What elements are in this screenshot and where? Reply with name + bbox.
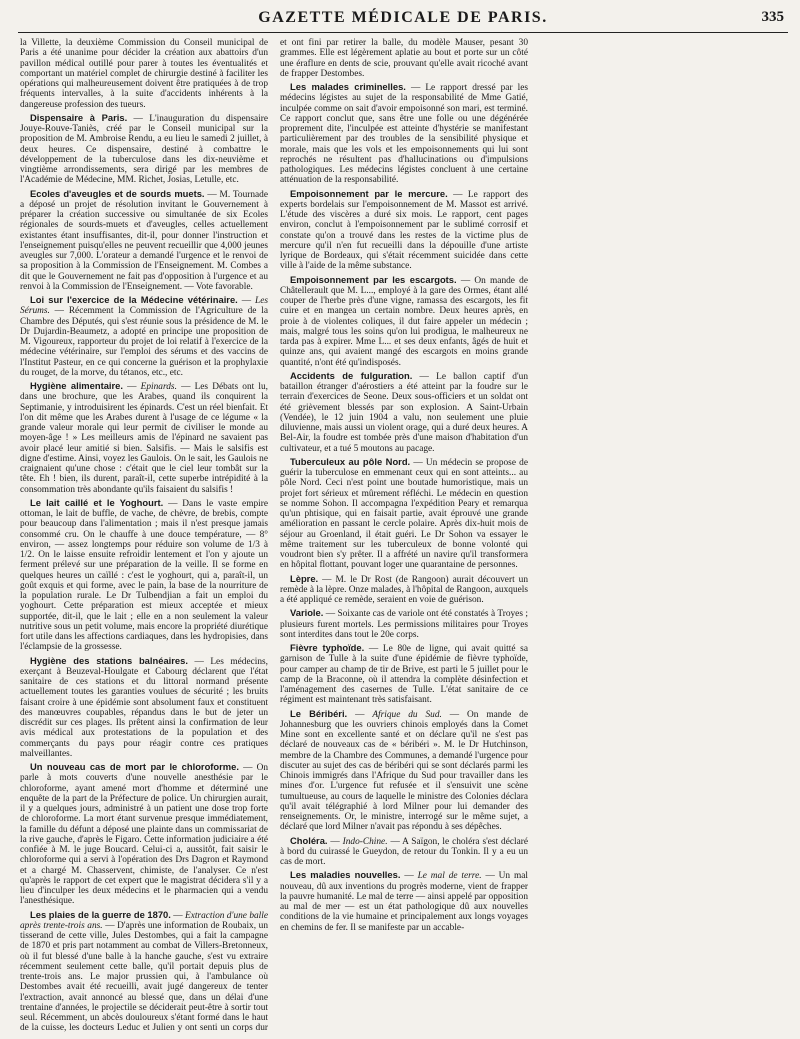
- article-fievre-typhoide: [280, 643, 528, 706]
- article-variole: [280, 608, 528, 640]
- article-heading: Les plaies de la guerre de 1870.: [30, 908, 171, 920]
- article-beriberi: Le Béribéri. — Afrique du Sud. — On mande de Johannesburg que les ouvriers chinois employés dans la Comet Mine sont en excellente santé et on déclare qu'il ne s'est pas déclaré de nouveaux cas de « béribéri ». M. le Dr Hutchinson, membre de la Chambre des Communes, a demandé l'urgence pour discuter au sujet des cas de béribéri qui se sont déclarés parmi les Chinois immigrés dans l'Afrique du Sud pour travailler dans les mines d'or. L'urgence fut refusée et il s'ensuivit une scène tumultueuse, au cours de laquelle le ministre des Colonies déclara qu'il avait télégraphié à lord Milner pour lui demander des renseignements. Or, le ministre, interrogé sur le même sujet, a déclaré que lord Milner n'avait pas répondu à ses dépêches.: [280, 707, 528, 833]
- article-lepre: [280, 574, 528, 606]
- article-body: — Le rapport des experts bordelais sur l'empoisonnement de M. Massot est arrivé. L'étude des viscères a duré six mois. Le rapport, cent pages environ, conclut à l'empoisonnement par le sublimé corrosif et constate qu'on a trouvé dans les restes de la victime plus de mercure qu'il n'en fut recueilli dans la dépouille d'une artiste lyrique de Bordeaux, qui s'était récemment suicidée dans cette ville à l'aide de la même substance.: [280, 189, 528, 272]
- article-plaies-1870: Les plaies de la guerre de 1870. — Extraction d'une balle après trente-trois ans. — D'après une information de Roubaix, un tisserand de cette ville, Jules Destombes, qui a fait la campagne de 1870 et pris part notamment au combat de Villers-Bretonneux, où il fut blessé d'une balle à la hanche gauche, s'est vu extraire récemment seulement cette balle, qu'il portait depuis plus de trente-trois ans. Le major prussien qui, à l'ambulance où Destombes avait été recueilli, avait jugé dangereux de tenter l'extraction, avait annoncé au blessé que, dans un délai d'une trentaine d'années, le projectile se déciderait peut-être à sortir tout seul. Récemment, un abcès douloureux s'étant formé dans le haut de la cuisse, les docteurs Leduc et Julien y ont senti un corps dur et ont fini par retirer la balle, du modèle Mauser, pesant 30 grammes. Elle est légèrement aplatie au bout et porte sur un côté une éraflure en dents de scie, prouvant qu'elle avait ricoché avant de frapper Destombes.: [20, 38, 528, 1034]
- article-heading: Dispensaire à Paris.: [30, 111, 128, 123]
- article-heading: Ecoles d'aveugles et de sourds muets.: [30, 187, 205, 199]
- article-subtitle: Les Sérums.: [20, 296, 268, 317]
- article-empoisonnement-mercure: [280, 189, 528, 272]
- article-subtitle: Le mal de terre.: [417, 871, 482, 882]
- article-body: — M. Tournade a déposé un projet de résolution invitant le Gouvernement à préparer la création successive ou simultanée de six Ecoles régionales de sourds-muets et d'aveugles, celles actuellement existantes étant insuffisantes, dit-il, pour donner l'instruction et l'enseignement puisqu'elles ne peuvent recueillir que 4,000 jeunes aveugles sur 7,000. L'orateur a demandé l'urgence et le renvoi de sa proposition à la Commission de l'Enseignement. M. Combes a dit que le Gouvernement ne fait pas d'opposition à l'urgence et au renvoi à la Commission de l'Enseignement. — Vote favorable.: [20, 189, 268, 292]
- article-subtitle: Epinards.: [140, 382, 177, 392]
- article-dispensaire: [20, 113, 268, 186]
- article-heading: Hygiène alimentaire.: [30, 380, 123, 391]
- article-body: — Le rapport dressé par les médecins légistes au sujet de la responsabilité de Mme Gatié, inculpée comme on sait d'avoir empoisonné son mari, est terminé. Ce rapport conclut que, sans être une folle ou une dégénérée proprement dite, l'inculpée est atteinte d'hystérie se manifestant particulièrement par des troubles de la sensibilité physique et morale, mais que les vols et les empoisonnements qui lui sont reprochés ne résultent pas d'hallucinations ou d'impulsions pathologiques. Les médecins légistes concluent à une certaine atténuation de la responsabilité.: [280, 83, 528, 186]
- article-heading: Les maladies nouvelles.: [290, 869, 401, 881]
- article-cholera: Choléra. — Indo-Chine. — A Saïgon, le choléra s'est déclaré à bord du cuirassé le Gueydon, de retour du Tonkin. Il y a eu un cas de mort.: [280, 834, 528, 867]
- article-body: — Dans le vaste empire ottoman, le lait de buffle, de vache, de chèvre, de brebis, compte pour beaucoup dans l'alimentation ; mais il n'est presque jamais consommé cru. On le chauffe à une douce température, — 8° environ, — assez longtemps pour réduire son volume de 1/3 à 1/2. On le laisse ensuite refroidir lentement et l'on y ajoute un ferment prélevé sur une préparation de la veille. Il se forme en quelques heures un caïllé : c'est le yoghourt, qui a, paraît-il, un goût exquis et qui forme, avec le pain, la base de la nourriture de la population rurale. Le Dr Tulbendjian a fait un emploi du yoghourt. Cette préparation est mieux acceptée et mieux supportée, dit-il, que le lait ; elle en a non seulement la valeur nutritive sous un petit volume, mais encore la propriété diurétique fort utile dans les affections cardiaques, dans les hydropisies, dans l'éclampsie de la grossesse.: [20, 498, 268, 653]
- article-hygiene-alimentaire: Hygiène alimentaire. — Epinards. — Les Débats ont lu, dans une brochure, que les Arabes, quand ils conquirent la Septimanie, y introduisirent les épinards. C'est un réel bienfait. Et l'on dit même que les Arabes durent à l'usage de ce légume « la grande valeur morale qui leur permit de civiliser le monde au moyen-âge ! » Les meilleurs amis de l'épinard ne savaient pas avoir placé leur amitié si bien. Salsifis. — Mais le salsifis est digne d'estime. Ainsi, voyez les Gaulois. On le sait, les Gaulois ne craignaient qu'une chose : c'était que le ciel leur tombât sur la tête. Eh ! bien, ils durent, paraît-il, cette superbe intrépidité à la consommation très abondante qu'ils faisaient du salsifis !: [20, 380, 268, 495]
- article-heading: Accidents de fulguration.: [290, 369, 413, 381]
- article-heading: Les malades criminelles.: [290, 81, 406, 92]
- article-heading: Le Béribéri.: [290, 707, 348, 719]
- article-body: — On mande de Johannesburg que les ouvriers chinois employés dans la Comet Mine sont en excellente santé et on déclare qu'il ne s'est pas déclaré de nouveaux cas de « béribéri ». M. le Dr Hutchinson, membre de la Chambre des Communes, a demandé l'urgence pour discuter au sujet des cas de béribéri qui se sont déclarés parmi les Chinois immigrés dans l'Afrique du Sud pour travailler dans les mines d'or. L'urgence fut refusée et il s'ensuivit une scène tumultueuse, au cours de laquelle le ministre des Colonies déclara qu'il avait télégraphié à lord Milner pour lui demander des renseignements. Or, le ministre, interrogé sur le même sujet, a déclaré que lord Milner n'avait pas répondu à ses dépêches.: [280, 709, 528, 833]
- article-heading: Variole.: [290, 607, 324, 619]
- article-heading: Empoisonnement par le mercure.: [290, 187, 448, 199]
- article-lait-caille: [20, 498, 268, 653]
- article-body: — Les médecins, exerçant à Beuzeval-Houlgate et Cabourg déclarent que l'état sanitaire de ces stations et du littoral normand présente actuellement toutes les garanties voulues de sécurité ; les bruits faisant croire à une épidémie sont absolument faux et constituent des manœuvres coupables, répandus dans le but de jeter un discrédit sur ces plages. Ils prêtent ainsi la confirmation de leur avis médical aux protestations de la population et des commerçants du pays pour réagir contre ces pratiques malveillantes.: [20, 656, 268, 759]
- journal-title: GAZETTE MÉDICALE DE PARIS.: [258, 9, 548, 26]
- article-heading: Lèpre.: [290, 572, 319, 584]
- article-body: — Un médecin se propose de guérir la tuberculose en emmenant ceux qui en sont atteints... au pôle Nord. Ceci n'est point une boutade humoristique, mais un projet fort sérieux et mûrement réfléchi. Le médecin en question se nomme Sohon. Il accompagna l'expédition Peary et remarqua qu'un phtisique, qui en faisait partie, avait éprouvé une grande amélioration en passant le cercle polaire. Après dix-huit mois de séjour au Groenland, il était guéri. Le Dr Sohon va essayer le même traitement sur les tuberculeux de bonne volonté qui voudront bien s'y prêter. Il a affrété un navire qu'il transformera en hôpital flottant, pouvant loger une quarantaine de personnes.: [280, 457, 528, 571]
- article-ecoles: [20, 189, 268, 293]
- article-body: — L'inauguration du dispensaire Jouye-Rouve-Taniès, créé par le Conseil municipal sur la proposition de M. Ambroise Rendu, a eu lieu le samedi 2 juillet, à deux heures. Ce dispensaire, destiné à combattre le développement de la tuberculose dans les dix-neuvième et vingtième arrondissements, sera dirigé par les membres de l'Académie de Médecine, MM. Richet, Josias, Letulle, etc.: [20, 113, 268, 186]
- article-heading: Le lait caillé et le Yoghourt.: [30, 496, 164, 508]
- article-body: — M. le Dr Rost (de Rangoon) aurait découvert un remède à la lèpre. Onze malades, à l'hôpital de Rangoon, auxquels a été appliqué ce remède, seraient en voie de guérison.: [280, 574, 528, 605]
- article-villette: [20, 38, 268, 110]
- article-heading: Tuberculeux au pôle Nord.: [290, 455, 411, 467]
- article-body: — A Saïgon, le choléra s'est déclaré à bord du cuirassé le Gueydon, de retour du Tonkin. Il y a eu un cas de mort.: [280, 836, 528, 867]
- article-tuberculeux-pole: [280, 457, 528, 571]
- article-heading: Fièvre typhoïde.: [290, 642, 365, 653]
- article-body: — Le 80e de ligne, qui avait quitté sa garnison de Tulle à la suite d'une épidémie de fièvre typhoïde, pour camper au champ de tir de Brive, est parti le 5 juillet pour le camp de la Braconne, où il attendra la complète désinfection et l'aménagement des casernes de Tulle. L'état sanitaire de ce régiment est maintenant très satisfaisant.: [280, 644, 528, 706]
- article-body: — Soixante cas de variole ont été constatés à Troyes ; plusieurs furent mortels. Les permissions militaires pour Troyes sont interdites dans tout le 20e corps.: [280, 609, 528, 640]
- article-heading: Empoisonnement par les escargots.: [290, 273, 457, 285]
- article-maladies-nouvelles: Les maladies nouvelles. — Le mal de terre. — Un mal nouveau, dû aux inventions du progrès moderne, vient de frapper la pauvre humanité. Le mal de terre — ainsi appelé par opposition au mal de mer — est un état pathologique dû aux nouvelles conditions de la vie humaine et principalement aux longs voyages en chemins de fer. Il se manifeste par un accable-: [280, 869, 528, 933]
- page-number: 335: [761, 9, 784, 25]
- article-body: — Récemment la Commission de l'Agriculture de la Chambre des Députés, qui s'est réunie sous la présidence de M. le Dr Dujardin-Beaumetz, a adopté en principe une proposition de M. Vigoureux, rapporteur du projet de loi relatif à l'exercice de la médecine vétérinaire, sur l'emploi des sérums et des vaccins de l'Institut Pasteur, en ce qui concerne la guérison et la prophylaxie du rouget, de la morve, du tétanos, etc., etc.: [20, 306, 268, 378]
- article-body: — Un mal nouveau, dû aux inventions du progrès moderne, vient de frapper la pauvre humanité. Le mal de terre — ainsi appelé par opposition au mal de mer — est un état pathologique dû aux nouvelles conditions de la vie humaine et principalement aux longs voyages en chemins de fer. Il se manifeste par un accable-: [280, 871, 528, 933]
- page-header: [18, 6, 788, 33]
- article-body: la Villette, la deuxième Commission du Conseil municipal de Paris a été unanime pour décider la création aux abattoirs d'un pavillon médical outillé pour parer à toutes les éventualités et comportant un matériel complet de chirurgie destiné à faciliter les opérations qui malheureusement doivent être pratiquées à de trop fréquents intervalles, à la suite d'accidents inhérents à la dangereuse profession des tueurs.: [20, 38, 268, 110]
- article-heading: Un nouveau cas de mort par le chloroforme.: [30, 761, 239, 772]
- article-heading: Loi sur l'exercice de la Médecine vétérinaire.: [30, 294, 238, 305]
- article-fulguration: [280, 371, 528, 454]
- article-heading: Hygiène des stations balnéaires.: [30, 654, 188, 666]
- article-subtitle: Indo-Chine.: [342, 836, 388, 847]
- article-heading: Choléra.: [290, 834, 328, 846]
- article-body: — D'après une information de Roubaix, un tisserand de cette ville, Jules Destombes, qui a fait la campagne de 1870 et pris part notamment au combat de Villers-Bretonneux, où il fut blessé d'une balle à la hanche gauche, s'est vu extraire récemment seulement cette balle, qu'il portait depuis plus de trente-trois ans. Le major prussien qui, à l'ambulance où Destombes avait été recueilli, avait jugé dangereux de tenter l'extraction, avait annoncé au blessé que, dans un délai d'une trentaine d'années, le projectile se déciderait peut-être à sortir tout seul. Récemment, un abcès douloureux s'étant formé dans le haut de la cuisse, les docteurs Leduc et Julien y ont senti un corps dur et ont fini par retirer la balle, du modèle Mauser, pesant 30 grammes. Elle est légèrement aplatie au bout et porte sur un côté une éraflure en dents de scie, prouvant qu'elle avait ricoché avant de frapper Destombes.: [20, 38, 528, 1034]
- article-subtitle: Afrique du Sud.: [372, 709, 442, 720]
- article-body: — Le ballon captif d'un bataillon étranger d'aérostiers a été atteint par la foudre sur le terrain d'exercices de Seone. Deux sous-officiers et un soldat ont été grièvement blessés par son explosion. A Saint-Urbain (Vendée), le 12 juin 1904 a valu, non seulement une pluie diluvienne, mais aussi un violent orage, qui a duré deux heures. A Bel-Air, la foudre est tombée près d'une maison d'habitation d'un cultivateur, et a tué 5 moutons au pacage.: [280, 371, 528, 454]
- article-subtitle: Extraction d'une balle après trente-trois ans.: [20, 910, 269, 931]
- article-mort-chloroforme: [20, 762, 268, 907]
- article-veterinaire: Loi sur l'exercice de la Médecine vétérinaire. — Les Sérums. — Récemment la Commission de l'Agriculture de la Chambre des Députés, qui s'est réunie sous la présidence de M. le Dr Dujardin-Beaumetz, a adopté en principe une proposition de M. Vigoureux, rapporteur du projet de loi relatif à l'exercice de la médecine vétérinaire, sur l'emploi des sérums et des vaccins de l'Institut Pasteur, en ce qui concerne la guérison et la prophylaxie du rouget, de la morve, du tétanos, etc., etc.: [20, 294, 268, 378]
- article-hygiene-stations: [20, 656, 268, 760]
- article-malades-criminelles: [280, 82, 528, 186]
- article-body: — Les Débats ont lu, dans une brochure, que les Arabes, quand ils conquirent la Septimanie, y introduisirent les épinards. C'est un réel bienfait. Et l'on dit même que les Arabes durent à l'usage de ce légume « la grande valeur morale qui leur permit de civiliser le monde au moyen-âge ! » Les meilleurs amis de l'épinard ne savaient pas avoir placé leur amitié si bien. Salsifis. — Mais le salsifis est digne d'estime. Ainsi, voyez les Gaulois. On le sait, les Gaulois ne craignaient qu'une chose : c'était que le ciel leur tombât sur la tête. Eh ! bien, ils durent, paraît-il, cette superbe intrépidité à la consommation très abondante qu'ils faisaient du salsifis !: [20, 382, 268, 495]
- article-columns: [20, 38, 788, 1034]
- article-body: — On mande de Châtellerault que M. L..., employé à la gare des Ormes, étant allé couper de l'herbe près d'une vigne, ramassa des escargots, les fit cuire et en mangea un certain nombre. Deux heures après, en proie à de violentes coliques, il dut faire appeler un médecin ; mais, malgré tous les soins qu'on lui prodigua, le malheureux ne tarda pas à expirer. Mme L... et ses deux enfants, âgés de huit et quinze ans, qui avaient mangé des escargots en moins grande quantité, n'ont été qu'indisposés.: [280, 275, 528, 368]
- article-empoisonnement-escargots: [280, 275, 528, 368]
- article-body: — On parle à mots couverts d'une nouvelle anesthésie par le chloroforme, ayant amené mort d'homme et déterminé une enquête de la part de la Préfecture de police. Un chirurgien aurait, il y a quelques jours, administré à un patient une dose trop forte de chloroforme. La mort étant survenue presque immédiatement, la famille du défunt a déposé une plainte dans un commissariat de la rive gauche, d'après le Figaro. Cette information judiciaire a été confiée à M. le juge Boucard. Celui-ci a, aussitôt, fait saisir le chloroforme qui a servi à l'opération des Drs Dagron et Raymond et a chargé M. Chasservent, chimiste, de l'analyser. Ce n'est qu'après le rapport de cet expert que le magistrat décidera s'il y a lieu d'inculper les deux médecins et le pharmacien qui a vendu l'anesthésique.: [20, 763, 268, 907]
